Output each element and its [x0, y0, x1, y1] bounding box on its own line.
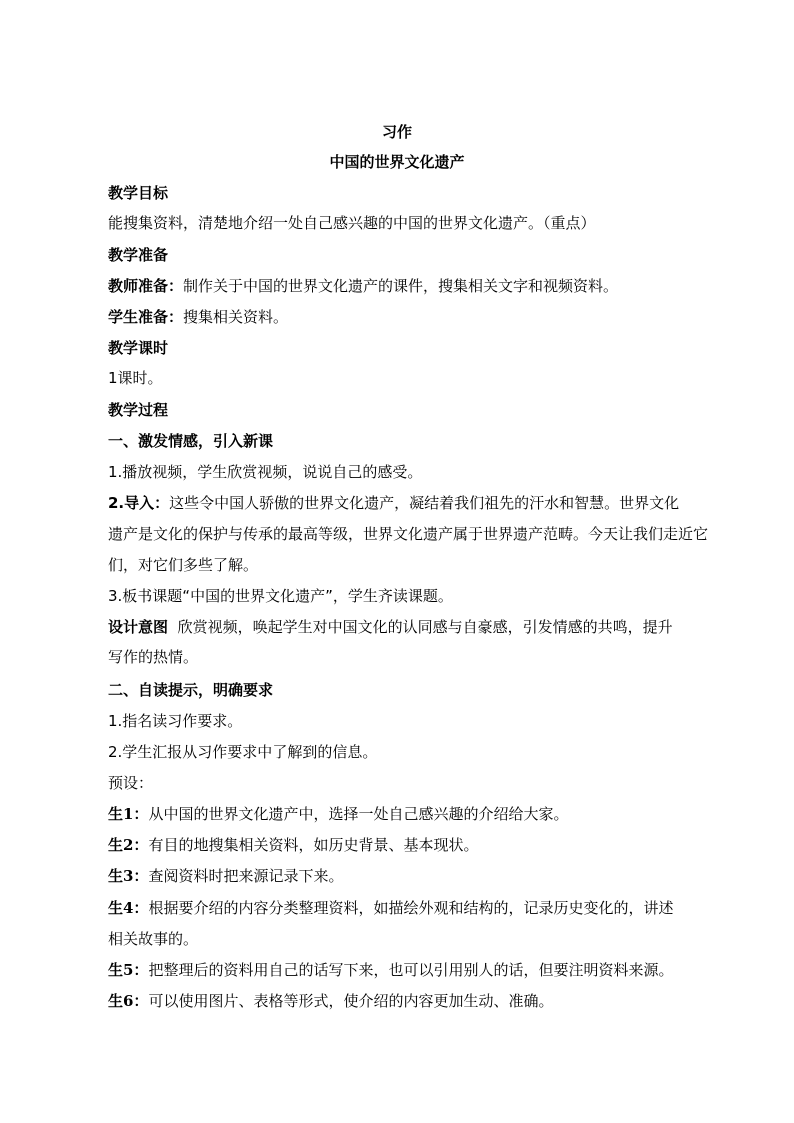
part1-item2-line3: 们，对它们多些了解。 [108, 556, 259, 574]
part1-item2-line2: 遗产是文化的保护与传承的最高等级，世界文化遗产属于世界遗产范畴。今天让我们走近它 [108, 525, 709, 543]
doc-subtitle: 中国的世界文化遗产 [329, 153, 465, 171]
doc-title: 习作 [381, 123, 412, 141]
prep-student-label: 学生准备： [108, 308, 184, 326]
prep-teacher-label: 教师准备： [108, 277, 184, 295]
student4-text1: 根据要介绍的内容分类整理资料，如描绘外观和结构的，记录历史变化的，讲述 [148, 899, 674, 917]
hours-text: 1课时。 [108, 369, 163, 387]
design-text1: 欣赏视频，唤起学生对中国文化的认同感与自豪感，引发情感的共鸣，提升 [177, 618, 673, 636]
part2-item1: 1.指名读习作要求。 [108, 712, 243, 730]
student3-label: 生3： [108, 867, 149, 885]
goals-heading: 教学目标 [108, 184, 169, 202]
student6 [108, 991, 720, 1011]
prep-student [108, 307, 720, 327]
part2-heading: 二、自读提示，明确要求 [108, 681, 274, 699]
part1-item2-label: 2.导入： [108, 494, 170, 512]
student1 [108, 804, 720, 824]
student5-text: 把整理后的资料用自己的话写下来，也可以引用别人的话，但要注明资料来源。 [148, 961, 674, 979]
part1-item3: 3.板书课题“中国的世界文化遗产”，学生齐读课题。 [108, 587, 453, 605]
hours-heading: 教学课时 [108, 339, 169, 357]
part1-item2-text1: 这些令中国人骄傲的世界文化遗产，凝结着我们祖先的汗水和智慧。世界文化 [169, 494, 680, 512]
student2 [108, 835, 720, 855]
goals-text: 能搜集资料，清楚地介绍一处自己感兴趣的中国的世界文化遗产。（重点） [108, 214, 596, 232]
student2-text: 有目的地搜集相关资料，如历史背景、基本现状。 [148, 836, 479, 854]
part2-item2: 2.学生汇报从习作要求中了解到的信息。 [108, 743, 378, 761]
part1-design-line2: 写作的热情。 [108, 648, 199, 666]
student5 [108, 960, 720, 980]
part1-item1: 1.播放视频，学生欣赏视频，说说自己的感受。 [108, 463, 423, 481]
part1-item2-line1 [108, 493, 720, 513]
student6-label: 生6： [108, 992, 149, 1010]
part1-design-line1 [108, 617, 720, 637]
prep-student-text: 搜集相关资料。 [183, 308, 289, 326]
student5-label: 生5： [108, 961, 149, 979]
student2-label: 生2： [108, 836, 149, 854]
student4-line1 [108, 898, 720, 918]
student4-label: 生4： [108, 899, 149, 917]
prep-teacher [108, 276, 720, 296]
student4-line2: 相关故事的。 [108, 930, 199, 948]
part2-preset: 预设： [108, 774, 154, 792]
student1-text: 从中国的世界文化遗产中，选择一处自己感兴趣的介绍给大家。 [148, 805, 569, 823]
student6-text: 可以使用图片、表格等形式，使介绍的内容更加生动、准确。 [148, 992, 554, 1010]
prep-heading: 教学准备 [108, 246, 169, 264]
prep-teacher-text: 制作关于中国的世界文化遗产的课件，搜集相关文字和视频资料。 [183, 277, 619, 295]
part1-heading: 一、激发情感，引入新课 [108, 432, 274, 450]
process-heading: 教学过程 [108, 401, 169, 419]
student3-text: 查阅资料时把来源记录下来。 [148, 867, 344, 885]
design-label: 设计意图 [108, 618, 169, 636]
student1-label: 生1： [108, 805, 149, 823]
student3 [108, 866, 720, 886]
